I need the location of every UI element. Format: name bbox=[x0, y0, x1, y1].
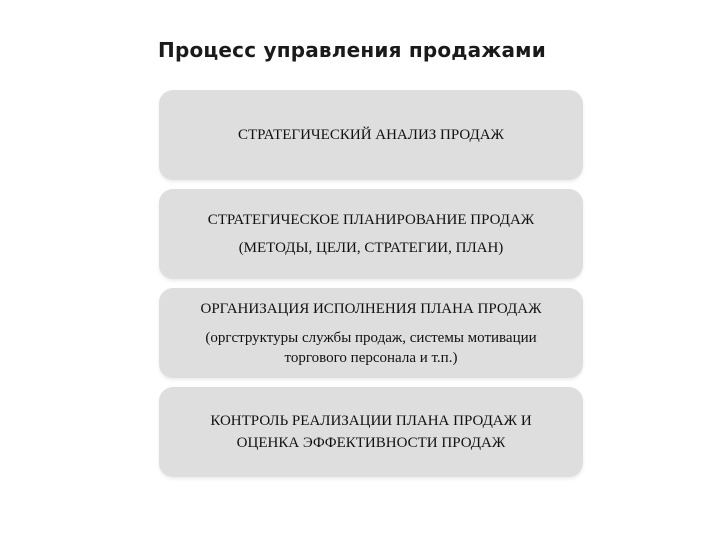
step-label: ОРГАНИЗАЦИЯ ИСПОЛНЕНИЯ ПЛАНА ПРОДАЖ bbox=[200, 301, 542, 317]
step-detail-continued: торгового персонала и т.п.) bbox=[284, 350, 458, 366]
step-detail: (МЕТОДЫ, ЦЕЛИ, СТРАТЕГИИ, ПЛАН) bbox=[238, 240, 504, 256]
step-strategic-planning bbox=[159, 189, 583, 279]
step-label: СТРАТЕГИЧЕСКИЙ АНАЛИЗ ПРОДАЖ bbox=[238, 127, 504, 143]
step-control-evaluation bbox=[159, 387, 583, 477]
step-label: КОНТРОЛЬ РЕАЛИЗАЦИИ ПЛАНА ПРОДАЖ И bbox=[210, 413, 532, 429]
step-label-continued: ОЦЕНКА ЭФФЕКТИВНОСТИ ПРОДАЖ bbox=[236, 435, 506, 451]
step-detail: (оргструктуры службы продаж, системы мотивации bbox=[205, 330, 537, 346]
page-title: Процесс управления продажами bbox=[158, 38, 546, 62]
step-strategic-analysis bbox=[159, 90, 583, 180]
step-plan-execution bbox=[159, 288, 583, 378]
step-label: СТРАТЕГИЧЕСКОЕ ПЛАНИРОВАНИЕ ПРОДАЖ bbox=[207, 212, 535, 228]
